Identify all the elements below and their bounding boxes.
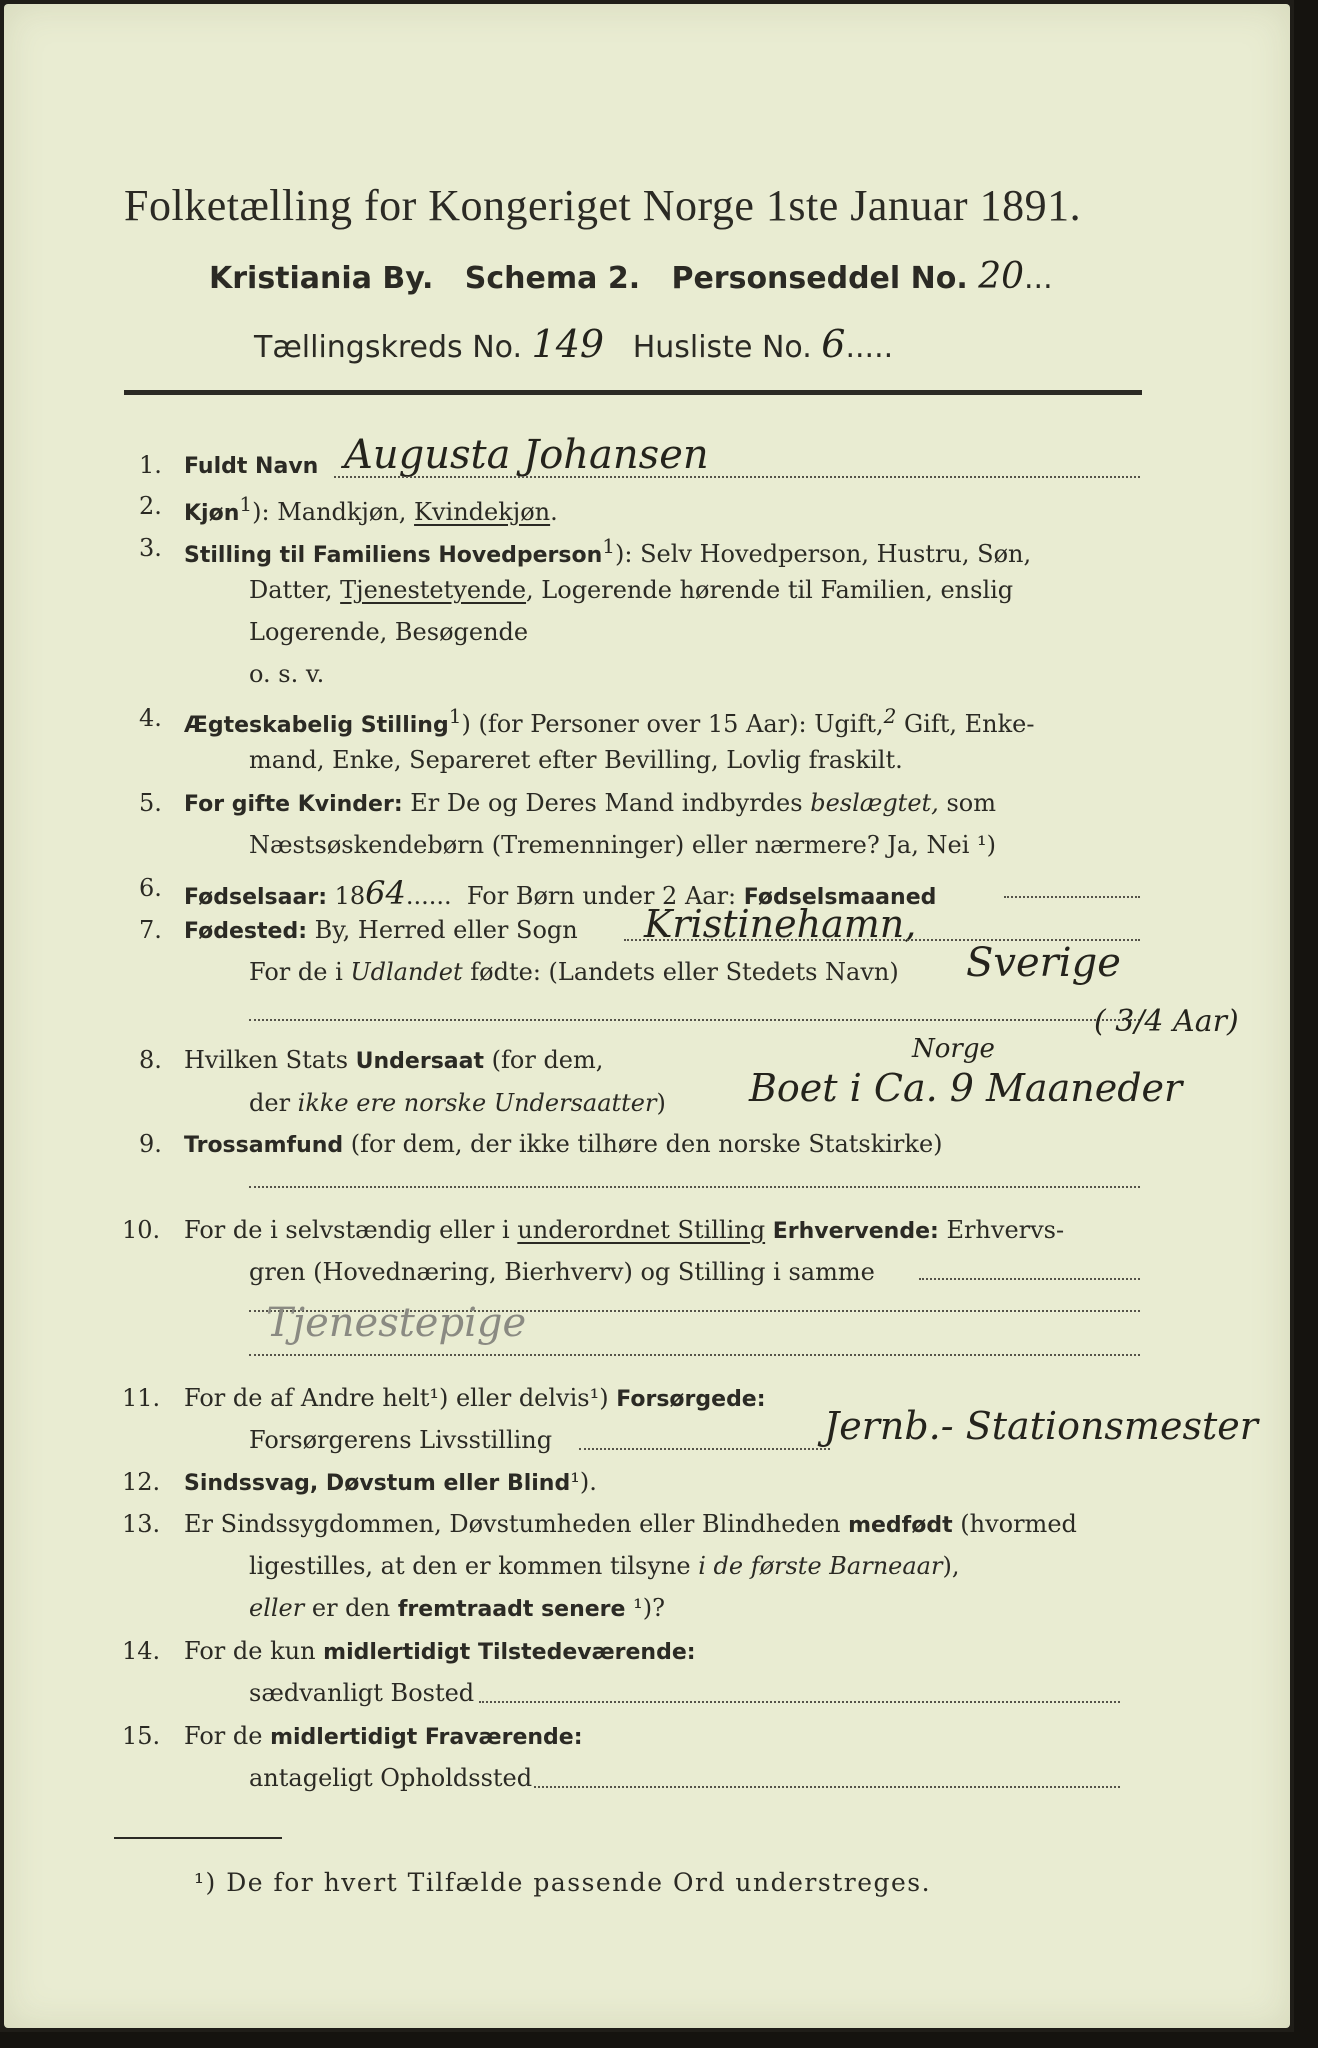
- q15-text: For de midlertidigt Fraværende:: [184, 1722, 583, 1750]
- q2-number: 2.: [139, 492, 162, 520]
- q2-text: Kjøn$^1$): Mandkjøn, Kvindekjøn.: [184, 492, 558, 526]
- personseddel-number: 20: [978, 256, 1025, 297]
- footnote: ¹) De for hvert Tilfælde passende Ord understreges.: [194, 1868, 932, 1897]
- q14-number: 14.: [122, 1637, 161, 1665]
- q10-line2: gren (Hovednæring, Bierhverv) og Stilling i samme: [249, 1258, 875, 1286]
- q8-value-above: Norge: [912, 1034, 995, 1064]
- q6-number: 6.: [139, 874, 162, 902]
- q3-selected-tjenestetyende: Tjenestetyende: [340, 576, 527, 604]
- q11-text: For de af Andre helt¹) eller delvis¹) Forsørgede:: [184, 1384, 766, 1412]
- q10-fill-line-3: [249, 1354, 1140, 1356]
- q14-line2: sædvanligt Bosted: [249, 1679, 475, 1707]
- q3-line4: o. s. v.: [249, 660, 325, 688]
- q11-line2: Forsørgerens Livsstilling: [249, 1426, 553, 1454]
- q15-fill-line: [534, 1786, 1120, 1788]
- q1-label: Fuldt Navn: [184, 454, 319, 479]
- q12-number: 12.: [122, 1468, 161, 1496]
- q10-fill-line: [919, 1278, 1140, 1280]
- schema-label: Schema 2.: [464, 261, 641, 296]
- scan-border-bottom: [0, 2032, 1318, 2048]
- q9-text: Trossamfund (for dem, der ikke tilhøre den norske Statskirke): [184, 1130, 943, 1158]
- q13-number: 13.: [122, 1510, 161, 1538]
- q5-number: 5.: [139, 789, 162, 817]
- q11-number: 11.: [122, 1384, 161, 1412]
- q4-number: 4.: [139, 704, 162, 732]
- q15-number: 15.: [122, 1722, 161, 1750]
- q3-number: 3.: [139, 534, 162, 562]
- q8-value: Boet i Ca. 9 Maaneder: [749, 1066, 1183, 1110]
- q4-mark: 2: [883, 704, 897, 728]
- kreds-number: 149: [531, 322, 605, 366]
- q7-fill-line-2: [249, 1019, 1140, 1021]
- q5-line2: Næstsøskendebørn (Tremenninger) eller nærmere? Ja, Nei ¹): [249, 831, 996, 859]
- q7-text: Fødested: By, Herred eller Sogn: [184, 916, 578, 944]
- city-label: Kristiania By.: [209, 261, 434, 296]
- footnote-rule: [114, 1837, 282, 1839]
- q8-line2: der ikke ere norske Undersaatter): [249, 1089, 666, 1117]
- q14-fill-line: [479, 1701, 1120, 1703]
- header-rule: [124, 390, 1142, 395]
- header-line-2: Kristiania By. Schema 2. Personseddel No. 20...: [209, 256, 1053, 297]
- scan-border-right: [1294, 0, 1318, 2048]
- q3-text: Stilling til Familiens Hovedperson$^1$): Selv Hovedperson, Hustru, Søn,: [184, 534, 1032, 568]
- q14-text: For de kun midlertidigt Tilstedeværende:: [184, 1637, 696, 1665]
- q10-number: 10.: [122, 1216, 161, 1244]
- q1-fill-line: [334, 476, 1140, 478]
- q9-number: 9.: [139, 1130, 162, 1158]
- q11-provider-occupation: Jernb.- Stationsmester: [824, 1404, 1258, 1448]
- q10-text: For de i selvstændig eller i underordnet Stilling Erhvervende: Erhvervs-: [184, 1216, 1065, 1244]
- q4-text: Ægteskabelig Stilling$^1$) (for Personer over 15 Aar): Ugift,$^2$ Gift, Enke-: [184, 704, 1035, 738]
- q7-number: 7.: [139, 916, 162, 944]
- kreds-label: Tællingskreds No.: [254, 330, 522, 365]
- q6-fill-line: [1004, 896, 1140, 898]
- header-line-3: Tællingskreds No. 149 Husliste No. 6.....: [254, 322, 894, 366]
- q3-line2: Datter, Tjenestetyende, Logerende hørende til Familien, enslig: [249, 576, 1014, 604]
- q7-note: ( 3/4 Aar): [1094, 1004, 1239, 1039]
- q11-fill-line: [579, 1448, 830, 1450]
- q3-line3: Logerende, Besøgende: [249, 618, 529, 646]
- q13-line3: eller er den fremtraadt senere ¹)?: [249, 1594, 665, 1622]
- husliste-label: Husliste No.: [632, 330, 812, 365]
- q2-selected-kvindekjon: Kvindekjøn: [414, 498, 551, 526]
- q5-text: For gifte Kvinder: Er De og Deres Mand indbyrdes beslægtet, som: [184, 789, 996, 817]
- q8-text: Hvilken Stats Undersaat (for dem,: [184, 1046, 604, 1074]
- q7-line2: For de i Udlandet fødte: (Landets eller Stedets Navn): [249, 958, 899, 986]
- q8-number: 8.: [139, 1046, 162, 1074]
- personseddel-label: Personseddel No.: [671, 261, 968, 296]
- q7-birthplace: Kristinehamn,: [644, 902, 917, 946]
- q12-text: Sindssvag, Døvstum eller Blind¹).: [184, 1468, 597, 1496]
- q6-birth-year: 64: [365, 874, 406, 912]
- q13-line2: ligestilles, at den er kommen tilsyne i de første Barneaar),: [249, 1552, 960, 1580]
- q15-line2: antageligt Opholdssted: [249, 1764, 533, 1792]
- q4-line2: mand, Enke, Separeret efter Bevilling, Lovlig fraskilt.: [249, 746, 903, 774]
- q1-full-name: Augusta Johansen: [344, 432, 709, 478]
- q7-country: Sverige: [966, 940, 1121, 986]
- q9-fill-line: [249, 1186, 1140, 1188]
- form-title: Folketælling for Kongeriget Norge 1ste Januar 1891.: [124, 181, 1082, 230]
- q6-text: Fødselsaar: 1864...... For Børn under 2 Aar: Fødselsmaaned: [184, 874, 937, 912]
- census-form: [4, 4, 1290, 2028]
- q13-text: Er Sindssygdommen, Døvstumheden eller Blindheden medfødt (hvormed: [184, 1510, 1077, 1538]
- husliste-number: 6: [821, 322, 846, 366]
- q10-occupation: Tjenestepige: [266, 1300, 527, 1346]
- q1-number: 1.: [139, 451, 162, 479]
